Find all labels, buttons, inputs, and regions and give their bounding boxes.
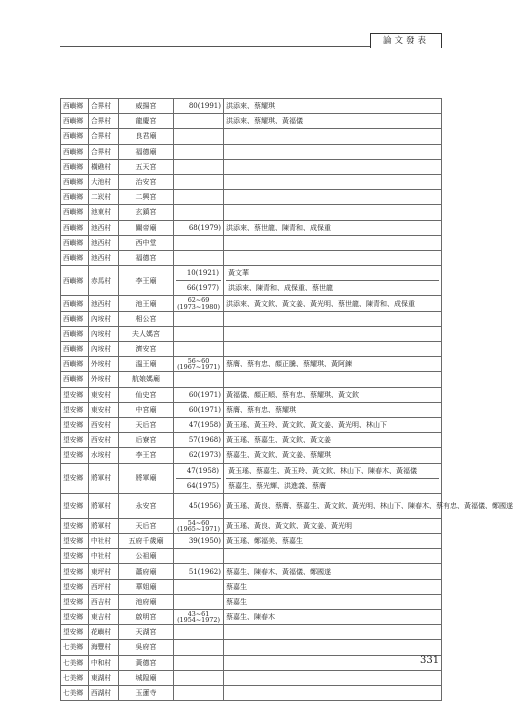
names-value: 黃文華 (228, 269, 249, 278)
names-cell: 蔡嘉生、黃文欽、黃文姜、蔡耀琪 (224, 448, 442, 463)
temple-cell: 城隍廟 (119, 670, 174, 685)
table-row (61, 250, 442, 265)
village-cell: 內垵村 (89, 326, 119, 341)
village-cell: 內垵村 (89, 342, 119, 357)
names-cell: 洪添來、蔡耀琪 (224, 99, 442, 114)
names-cell: 洪添來、黃文欽、黃文姜、黃光明、蔡世龍、陳青和、成保重 (224, 296, 442, 311)
year-cell (174, 144, 224, 159)
temple-records-table (60, 98, 513, 701)
village-cell: 西吉村 (89, 594, 119, 609)
village-cell: 二崁村 (89, 190, 119, 205)
township-cell: 西嶼鄉 (61, 144, 89, 159)
township-cell: 望安鄉 (61, 518, 89, 533)
section-label: 論文發表 (370, 33, 442, 48)
township-cell: 西嶼鄉 (61, 174, 89, 189)
township-cell: 七美鄉 (61, 670, 89, 685)
names-cell: 蔡嘉生、陳春木、黃福儀、鄭國遂 (224, 564, 442, 579)
year-line: (1967~1971) (177, 363, 220, 372)
township-cell: 西嶼鄉 (61, 205, 89, 220)
year-cell (174, 372, 224, 387)
township-cell: 望安鄉 (61, 387, 89, 402)
township-cell: 西嶼鄉 (61, 114, 89, 129)
year-cell: 47(1958) (174, 417, 224, 432)
year-cell: 80(1991) (174, 99, 224, 114)
village-cell: 池西村 (89, 220, 119, 235)
village-cell: 外垵村 (89, 357, 119, 372)
table-row (61, 129, 442, 144)
names-value: 洪添來、陳青和、成保重、蔡世龍 (226, 280, 439, 295)
names-cell: 黃福儀、顏正順、蔡有忠、蔡耀琪、黃文欽 (224, 387, 442, 402)
village-cell: 將軍村 (89, 493, 119, 518)
names-value: 黃玉瑤、蔡嘉生、黃玉羚、黃文欽、林山下、陳春木、黃福儀 (228, 466, 417, 475)
table-row (61, 402, 442, 417)
year-cell: 68(1979) (174, 220, 224, 235)
township-cell: 西嶼鄉 (61, 159, 89, 174)
temple-cell: 黃德宮 (119, 655, 174, 670)
village-cell: 海豐村 (89, 640, 119, 655)
table-row (61, 266, 442, 296)
names-cell (224, 326, 442, 341)
village-cell: 東湖村 (89, 670, 119, 685)
village-cell: 合界村 (89, 129, 119, 144)
year-cell (174, 205, 224, 220)
table-row (61, 311, 442, 326)
township-cell: 西嶼鄉 (61, 99, 89, 114)
township-cell: 西嶼鄉 (61, 311, 89, 326)
temple-cell: 天后宮 (119, 417, 174, 432)
village-cell: 花嶼村 (89, 625, 119, 640)
names-cell: 蔡嘉生 (224, 579, 442, 594)
table-row (61, 670, 442, 685)
table-row (61, 357, 442, 372)
temple-cell: 華姐廟 (119, 579, 174, 594)
year-cell (174, 296, 224, 311)
names-cell (224, 311, 442, 326)
temple-cell: 將軍廟 (119, 463, 174, 493)
year-cell (174, 685, 224, 700)
year-line: 56~60 (187, 356, 210, 365)
temple-cell: 永安宮 (119, 493, 174, 518)
names-cell: 洪添來、蔡世龍、陳青和、成保重 (224, 220, 442, 235)
table-row (61, 296, 442, 311)
year-line: (1965~1971) (177, 524, 220, 533)
year-cell (174, 114, 224, 129)
township-cell: 望安鄉 (61, 564, 89, 579)
township-cell: 西嶼鄉 (61, 129, 89, 144)
year-cell (174, 594, 224, 609)
names-cell: 蔡膺、蔡有忠、蔡耀琪 (224, 402, 442, 417)
village-cell: 大池村 (89, 174, 119, 189)
temple-cell: 玉蓮寺 (119, 685, 174, 700)
township-cell: 望安鄉 (61, 594, 89, 609)
names-cell (224, 655, 442, 670)
table-row (61, 448, 442, 463)
township-cell: 望安鄉 (61, 610, 89, 625)
names-cell (224, 235, 442, 250)
village-cell: 西坪村 (89, 579, 119, 594)
year-line: 62~69 (187, 296, 210, 305)
temple-cell: 溫王廟 (119, 357, 174, 372)
village-cell: 外垵村 (89, 372, 119, 387)
village-cell: 中社村 (89, 549, 119, 564)
table-row (61, 640, 442, 655)
year-cell: 39(1950) (174, 534, 224, 549)
temple-cell: 后寮宮 (119, 433, 174, 448)
year-cell (174, 266, 224, 296)
temple-cell: 二興宮 (119, 190, 174, 205)
table-row (61, 564, 442, 579)
temple-cell: 治安宮 (119, 174, 174, 189)
names-cell (224, 129, 442, 144)
temple-cell: 西中堂 (119, 235, 174, 250)
temple-cell: 福德廟 (119, 144, 174, 159)
table-row (61, 342, 442, 357)
township-cell: 西嶼鄉 (61, 266, 89, 296)
names-cell (224, 250, 442, 265)
year-cell (174, 174, 224, 189)
temple-cell: 相公宮 (119, 311, 174, 326)
table-row (61, 655, 442, 670)
township-cell: 望安鄉 (61, 402, 89, 417)
table-row (61, 685, 442, 700)
township-cell: 望安鄉 (61, 417, 89, 432)
names-cell (224, 549, 442, 564)
temple-cell: 李王宮 (119, 448, 174, 463)
temple-cell: 天湖宮 (119, 625, 174, 640)
village-cell: 將軍村 (89, 518, 119, 533)
year-cell (174, 610, 224, 625)
year-line: 54~60 (187, 518, 210, 527)
page-number: 331 (420, 655, 440, 666)
table-row (61, 549, 442, 564)
village-cell: 東安村 (89, 387, 119, 402)
township-cell: 望安鄉 (61, 448, 89, 463)
names-cell: 黃玉瑤、黃良、蔡膺、蔡嘉生、黃文欽、黃光明、林山下、陳春木、蔡有忠、黃福儀、鄭國遂 (224, 493, 442, 518)
year-cell: 60(1971) (174, 387, 224, 402)
temple-cell: 公祖廟 (119, 549, 174, 564)
temple-cell: 吳府宮 (119, 640, 174, 655)
names-cell (224, 190, 442, 205)
year-cell: 60(1971) (174, 402, 224, 417)
village-cell: 西湖村 (89, 685, 119, 700)
names-cell (224, 625, 442, 640)
table-row (61, 235, 442, 250)
table-row (61, 174, 442, 189)
village-cell: 池東村 (89, 205, 119, 220)
table-row (61, 190, 442, 205)
temple-cell: 玄鎮宮 (119, 205, 174, 220)
temple-cell: 仙史宮 (119, 387, 174, 402)
temple-cell: 啟明宮 (119, 610, 174, 625)
names-cell: 黃玉瑤、黃良、黃文欽、黃文姜、黃光明 (224, 518, 442, 533)
year-cell (174, 670, 224, 685)
temple-cell: 李王廟 (119, 266, 174, 296)
year-line: (1954~1972) (177, 616, 220, 625)
names-cell (224, 159, 442, 174)
township-cell: 七美鄉 (61, 640, 89, 655)
village-cell: 東坪村 (89, 564, 119, 579)
village-cell: 中社村 (89, 534, 119, 549)
table-row (61, 610, 442, 625)
village-cell: 內垵村 (89, 311, 119, 326)
names-cell: 洪添來、蔡耀琪、黃福儀 (224, 114, 442, 129)
names-cell: 黃玉瑤、鄭福美、蔡嘉生 (224, 534, 442, 549)
temple-cell: 良君廟 (119, 129, 174, 144)
names-cell (224, 670, 442, 685)
township-cell: 西嶼鄉 (61, 342, 89, 357)
table-row (61, 99, 442, 114)
temple-cell: 中宮廟 (119, 402, 174, 417)
table-row (61, 114, 442, 129)
village-cell: 池西村 (89, 250, 119, 265)
year-value: 66(1977) (176, 280, 221, 295)
names-cell: 黃玉瑤、黃玉羚、黃文欽、黃文姜、黃光明、林山下 (224, 417, 442, 432)
township-cell: 七美鄉 (61, 655, 89, 670)
township-cell: 望安鄉 (61, 463, 89, 493)
township-cell: 西嶼鄉 (61, 190, 89, 205)
year-cell: 62(1973) (174, 448, 224, 463)
temple-cell: 池王廟 (119, 296, 174, 311)
temple-cell: 福德宮 (119, 250, 174, 265)
year-cell (174, 625, 224, 640)
year-cell: 57(1968) (174, 433, 224, 448)
table-row (61, 493, 442, 518)
year-cell (174, 463, 224, 493)
township-cell: 西嶼鄉 (61, 357, 89, 372)
names-cell (224, 144, 442, 159)
year-cell (174, 159, 224, 174)
village-cell: 橫礁村 (89, 159, 119, 174)
table-row (61, 326, 442, 341)
table-row (61, 220, 442, 235)
village-cell: 赤馬村 (89, 266, 119, 296)
table-row (61, 372, 442, 387)
year-cell (174, 357, 224, 372)
year-cell: 51(1962) (174, 564, 224, 579)
table-row (61, 463, 442, 493)
village-cell: 東安村 (89, 402, 119, 417)
village-cell: 水垵村 (89, 448, 119, 463)
table-row (61, 518, 442, 533)
township-cell: 西嶼鄉 (61, 235, 89, 250)
year-cell (174, 579, 224, 594)
township-cell: 望安鄉 (61, 433, 89, 448)
township-cell: 西嶼鄉 (61, 296, 89, 311)
township-cell: 西嶼鄉 (61, 372, 89, 387)
year-cell (174, 518, 224, 533)
year-value: 10(1921) (186, 269, 219, 278)
township-cell: 西嶼鄉 (61, 250, 89, 265)
names-cell (224, 342, 442, 357)
table-row (61, 205, 442, 220)
township-cell: 望安鄉 (61, 534, 89, 549)
temple-cell: 濟安宮 (119, 342, 174, 357)
temple-cell: 池府廟 (119, 594, 174, 609)
names-cell (224, 372, 442, 387)
temple-cell: 蕭府廟 (119, 564, 174, 579)
year-cell: 45(1956) (174, 493, 224, 518)
table-row (61, 433, 442, 448)
names-cell: 蔡嘉生 (224, 594, 442, 609)
year-cell (174, 129, 224, 144)
table-row (61, 159, 442, 174)
township-cell: 七美鄉 (61, 685, 89, 700)
temple-cell: 關帝廟 (119, 220, 174, 235)
year-cell (174, 655, 224, 670)
year-cell (174, 190, 224, 205)
township-cell: 望安鄉 (61, 493, 89, 518)
year-cell (174, 311, 224, 326)
names-cell (224, 174, 442, 189)
township-cell: 西嶼鄉 (61, 326, 89, 341)
year-cell (174, 640, 224, 655)
names-cell (224, 463, 442, 493)
names-cell (224, 640, 442, 655)
year-cell (174, 326, 224, 341)
village-cell: 合界村 (89, 99, 119, 114)
table-row (61, 144, 442, 159)
township-cell: 望安鄉 (61, 579, 89, 594)
village-cell: 西安村 (89, 417, 119, 432)
township-cell: 西嶼鄉 (61, 220, 89, 235)
temple-cell: 夫人媽宮 (119, 326, 174, 341)
township-cell: 望安鄉 (61, 625, 89, 640)
names-cell: 蔡嘉生、陳春木 (224, 610, 442, 625)
table-row (61, 594, 442, 609)
village-cell: 西安村 (89, 433, 119, 448)
table-row (61, 534, 442, 549)
village-cell: 中和村 (89, 655, 119, 670)
village-cell: 將軍村 (89, 463, 119, 493)
year-line: (1973~1980) (177, 302, 220, 311)
year-cell (174, 342, 224, 357)
year-value: 64(1975) (176, 478, 221, 493)
village-cell: 池西村 (89, 235, 119, 250)
names-cell: 黃玉瑤、蔡嘉生、黃文欽、黃文姜 (224, 433, 442, 448)
year-cell (174, 235, 224, 250)
table-row (61, 579, 442, 594)
names-value: 蔡嘉生、蔡光輝、洪進義、蔡膺 (226, 478, 439, 493)
temple-cell: 五天宮 (119, 159, 174, 174)
temple-cell: 威揚宮 (119, 99, 174, 114)
village-cell: 東吉村 (89, 610, 119, 625)
year-value: 47(1958) (186, 466, 219, 475)
year-cell (174, 549, 224, 564)
village-cell: 池西村 (89, 296, 119, 311)
table-row (61, 625, 442, 640)
village-cell: 合界村 (89, 144, 119, 159)
names-cell: 蔡膺、蔡有忠、顏正騰、蔡耀琪、黃阿鍊 (224, 357, 442, 372)
temple-cell: 五府千歲廟 (119, 534, 174, 549)
names-cell (224, 205, 442, 220)
temple-cell: 天后宮 (119, 518, 174, 533)
village-cell: 合界村 (89, 114, 119, 129)
township-cell: 望安鄉 (61, 549, 89, 564)
table-row (61, 387, 442, 402)
year-line: 43~61 (187, 609, 210, 618)
year-cell (174, 250, 224, 265)
temple-cell: 航娘媽廟 (119, 372, 174, 387)
temple-cell: 龍慶宮 (119, 114, 174, 129)
names-cell (224, 685, 442, 700)
names-cell (224, 266, 442, 296)
table-row (61, 417, 442, 432)
